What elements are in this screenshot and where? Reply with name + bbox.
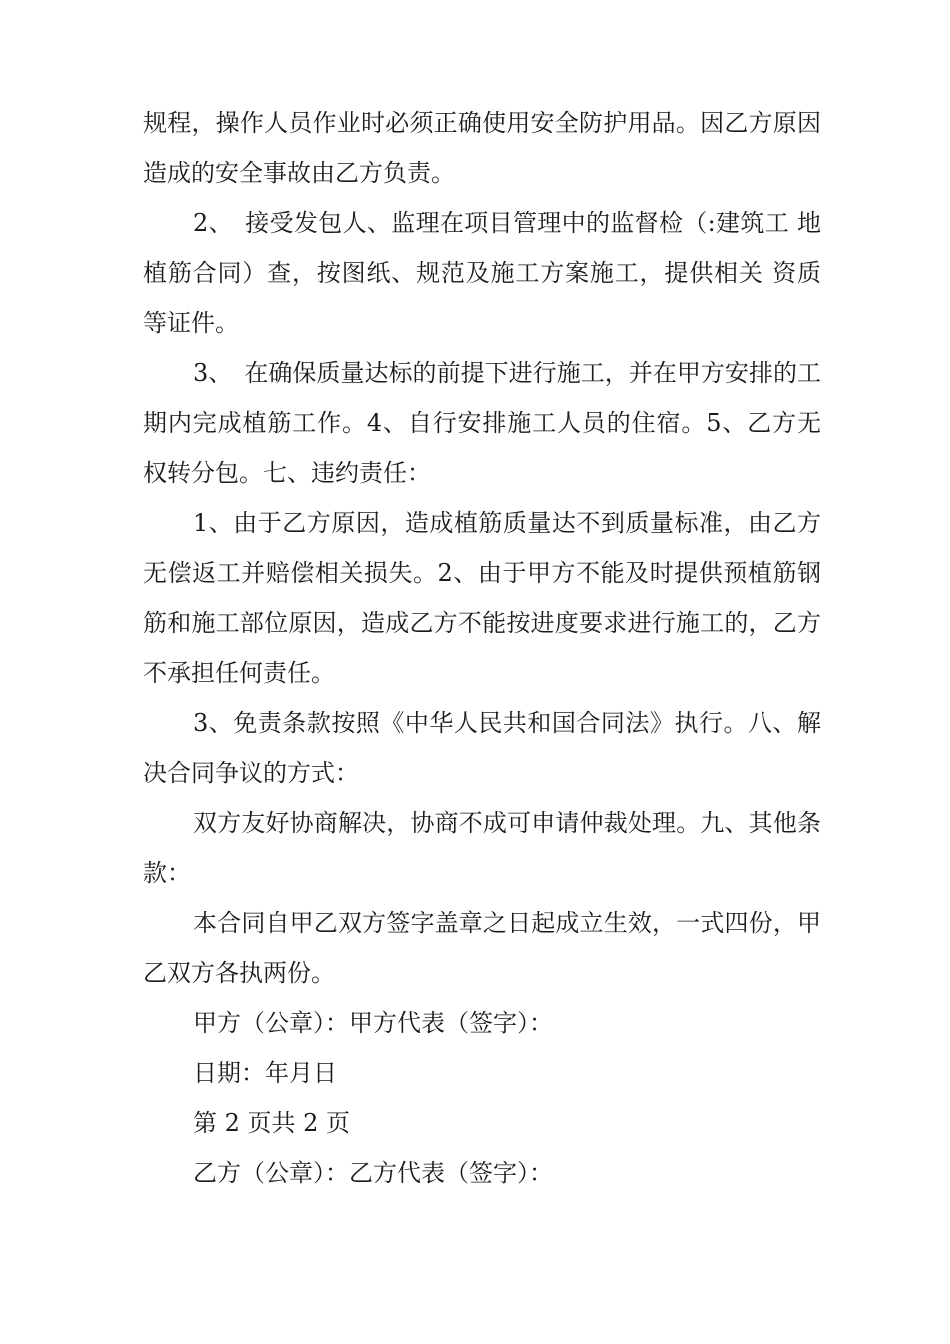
- date-line: 日期：年月日: [193, 1059, 337, 1087]
- paragraph-effect: 本合同自甲乙双方签字盖章之日起成立生效，一式四份，甲乙双方各执两份。: [143, 909, 821, 987]
- paragraph-safety: 规程，操作人员作业时必须正确使用安全防护用品。因乙方原因造成的安全事故由乙方负责。: [143, 109, 821, 187]
- document-page: [143, 98, 821, 1198]
- paragraph-clause-2: 2、 接受发包人、监理在项目管理中的监督检（:建筑工 地植筋合同）查，按图纸、规范及施工方案施工，提供相关 资质等证件。: [143, 209, 821, 337]
- paragraph-clause-3: 3、 在确保质量达标的前提下进行施工，并在甲方安排的工期内完成植筋工作。4、自行安排施工人员的住宿。5、乙方无权转分包。七、违约责任：: [143, 359, 821, 487]
- party-b-signature-line: 乙方（公章）：乙方代表（签字）：: [193, 1159, 553, 1187]
- paragraph-dispute: 双方友好协商解决，协商不成可申请仲裁处理。九、其他条款：: [143, 809, 821, 887]
- page-footer: 第 2 页共 2 页: [193, 1109, 351, 1137]
- party-a-signature-line: 甲方（公章）：甲方代表（签字）：: [193, 1009, 553, 1037]
- paragraph-breach-3: 3、免责条款按照《中华人民共和国合同法》执行。八、解决合同争议的方式：: [143, 709, 821, 787]
- paragraph-breach-1: 1、由于乙方原因，造成植筋质量达不到质量标准，由乙方无偿返工并赔偿相关损失。2、由于甲方不能及时提供预植筋钢筋和施工部位原因，造成乙方不能按进度要求进行施工的，乙方不承担任何责任。: [143, 509, 821, 687]
